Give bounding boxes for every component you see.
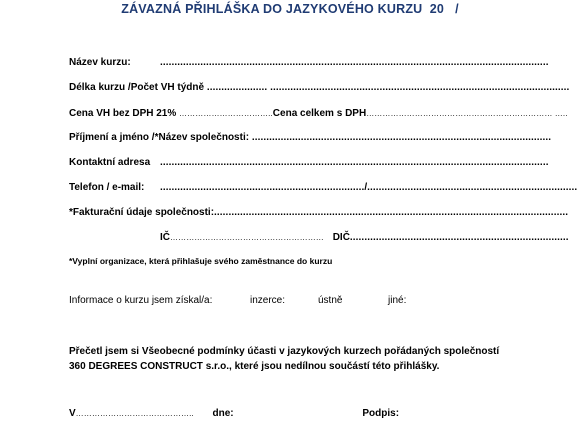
- option-advert[interactable]: inzerce:: [250, 295, 286, 306]
- option-word-of-mouth[interactable]: ústně: [318, 295, 343, 306]
- name-row: [69, 132, 551, 143]
- agreement-line-1: Přečetl jsem si Všeobecné podmínky účasti v jazykových kurzech pořádaných společností: [69, 346, 500, 357]
- course-name-row: [69, 57, 549, 68]
- price-label: Cena VH bez DPH 21%: [69, 108, 177, 119]
- billing-label: *Fakturační údaje společnosti:: [69, 207, 215, 218]
- billing-row: [69, 207, 568, 218]
- course-name-label: Název kurzu:: [69, 57, 131, 68]
- info-source-label: Informace o kurzu jsem získal/a:: [69, 295, 213, 306]
- total-price-field[interactable]: …………………………………………………………… …..: [366, 109, 568, 118]
- signature-label: Podpis:: [362, 408, 400, 419]
- course-length-field[interactable]: .....................: [206, 82, 268, 93]
- total-price-label: Cena celkem s DPH: [272, 108, 367, 119]
- name-field[interactable]: ........................................................................................................: [251, 132, 552, 143]
- signature-row: [69, 408, 399, 419]
- billing-field[interactable]: ...........................................................................................................................: [214, 207, 569, 218]
- form-title-gap: [444, 2, 455, 16]
- course-length-row: [69, 82, 569, 93]
- ids-row: [160, 232, 569, 243]
- course-name-field[interactable]: .......................................................................................................................................: [160, 57, 549, 68]
- course-length-label: Délka kurzu /Počet VH týdně: [69, 82, 205, 93]
- dic-label: DIČ: [332, 232, 350, 243]
- form-title-separator: /: [455, 2, 459, 16]
- place-field[interactable]: ……………………………………..: [75, 409, 194, 418]
- phone-field[interactable]: .......................................................................: [160, 182, 365, 193]
- date-label: dne:: [212, 408, 234, 419]
- dic-field[interactable]: ............................................................................: [349, 232, 569, 243]
- phone-label: Telefon / e-mail:: [69, 182, 145, 193]
- name-label: Příjmení a jméno /*Název společnosti:: [69, 132, 250, 143]
- option-other[interactable]: jiné:: [388, 295, 407, 306]
- address-field[interactable]: .......................................................................................................................................: [160, 157, 549, 168]
- form-title-text: ZÁVAZNÁ PŘIHLÁŠKA DO JAZYKOVÉHO KURZU 20: [121, 2, 445, 16]
- place-label: V: [69, 408, 76, 419]
- price-row: [69, 108, 568, 119]
- form-title: [0, 2, 580, 16]
- address-row: [69, 157, 549, 168]
- weekly-hours-field[interactable]: ........................................................................................................: [270, 82, 570, 93]
- phone-row: [69, 182, 577, 193]
- organization-note: *Vyplní organizace, která přihlašuje svého zaměstnance do kurzu: [69, 256, 333, 266]
- price-field[interactable]: ……………………………..: [179, 109, 273, 118]
- agreement-line-2: 360 DEGREES CONSTRUCT s.r.o., které jsou nedílnou součástí této přihlášky.: [69, 361, 440, 372]
- phone-email-separator: /: [364, 182, 368, 193]
- email-field[interactable]: .........................................................................: [367, 182, 578, 193]
- ic-label: IČ: [160, 232, 170, 243]
- info-source-row: [69, 295, 406, 306]
- address-label: Kontaktní adresa: [69, 157, 151, 168]
- ic-field[interactable]: …………………………………………………: [170, 233, 324, 242]
